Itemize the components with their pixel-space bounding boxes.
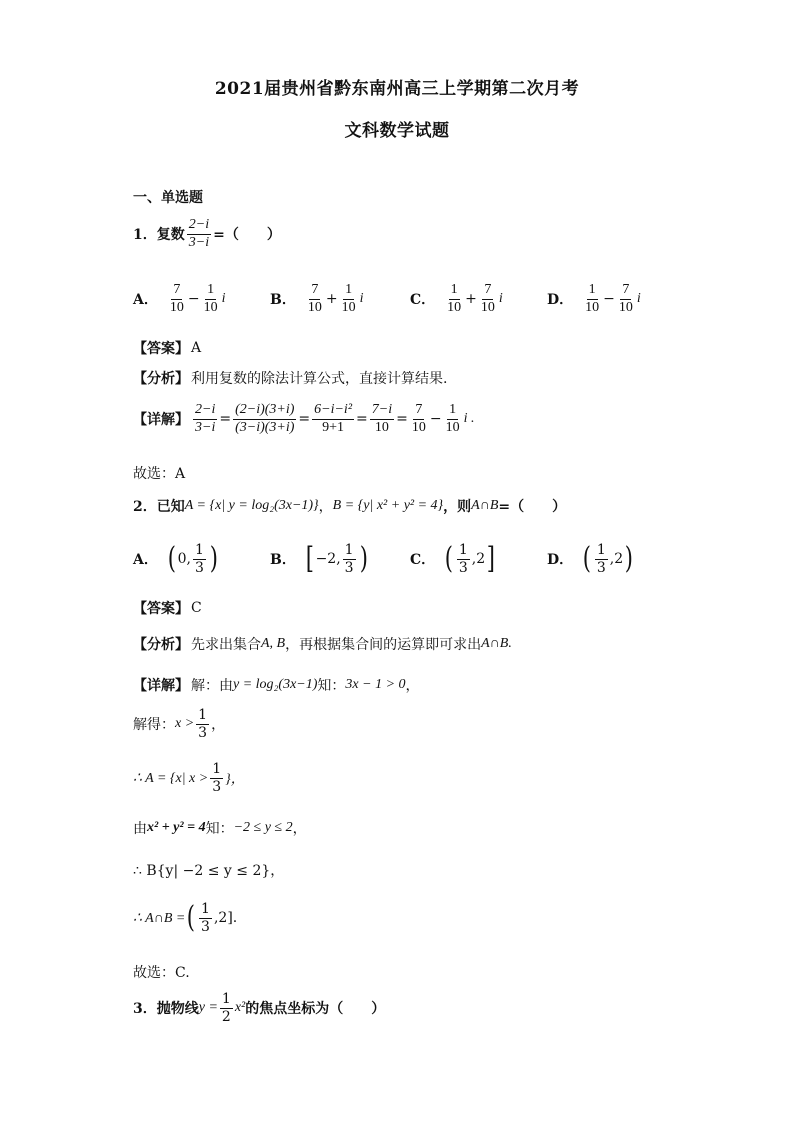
question-text: 复数 (156, 227, 185, 244)
fraction: $\frac{2-i}{3-i}$ (188, 217, 210, 250)
q1-option-b: B． $\frac{7}{10}$ + $\frac{1}{10}$ i (270, 282, 364, 315)
q2-solve: 解得： x > $\frac{1}{3}$ ， (133, 707, 226, 741)
question-tail: =（ ） (213, 227, 281, 244)
q2-conclusion: 故选：C. (133, 965, 190, 981)
q1-analysis: 【分析】 利用复数的除法计算公式，直接计算结果. (133, 371, 448, 387)
q1-option-a: A． $\frac{7}{10}$ − $\frac{1}{10}$ i (133, 282, 226, 315)
question-2-stem: 2． 已知 A = {x| y = log₂(3x−1)} ， B = {y| x² + y² = 4} ，则 A∩B =（ ） (133, 498, 567, 515)
q2-therefore-ab: ∴ A∩B = ( $\frac{1}{3}$ ,2]. (133, 900, 238, 936)
q2-detail: 【详解】 解：由 y = log₂(3x−1) 知： 3x − 1 > 0 ， (133, 677, 420, 694)
q2-option-a: A． ( 0, $\frac{1}{3}$ ) (133, 541, 218, 577)
document-title: 2021届贵州省黔东南州高三上学期第二次月考 (214, 79, 580, 99)
q1-option-c: C． $\frac{1}{10}$ + $\frac{7}{10}$ i (410, 282, 503, 315)
section-heading: 一、单选题 (133, 190, 203, 206)
q2-therefore-a: ∴ A = {x| x > $\frac{1}{3}$ }， (133, 761, 245, 795)
q2-option-b: B． [ −2, $\frac{1}{3}$ ) (270, 541, 368, 577)
question-3-stem: 3． 抛物线 y = $\frac{1}{2}$ x² 的焦点坐标为（ ） (133, 991, 386, 1025)
q1-answer: 【答案】 A (133, 340, 202, 357)
q2-answer: 【答案】 C (133, 600, 202, 617)
q1-detail: 【详解】 $\frac{2-i}{3-i}$ = $\frac{(2-i)(3+i)}{(3-i)(3+i)}$ = $\frac{\text{6−i−i²}}{9+1}$ = $\frac{7-i}{10}$ = $\frac{7}{10}$ − $\frac{1}{10}$ i . (133, 402, 475, 435)
question-number: 1． (133, 227, 157, 244)
q2-analysis: 【分析】 先求出集合 A, B ，再根据集合间的运算即可求出 A∩B. (133, 636, 512, 653)
document-subtitle: 文科数学试题 (344, 121, 450, 141)
q2-option-d: D． ( $\frac{1}{3}$ ,2 ) (547, 541, 634, 577)
question-1-stem (133, 218, 281, 250)
q1-conclusion: 故选：A (133, 466, 186, 482)
q2-from-b: 由 x² + y² = 4 知： −2 ≤ y ≤ 2 ， (133, 820, 307, 837)
q2-option-c: C． ( $\frac{1}{3}$ ,2 ] (410, 541, 496, 577)
q2-therefore-b: ∴ B{y| −2 ≤ y ≤ 2}， (133, 863, 285, 879)
q1-option-d: D． $\frac{1}{10}$ − $\frac{7}{10}$ i (547, 282, 641, 315)
